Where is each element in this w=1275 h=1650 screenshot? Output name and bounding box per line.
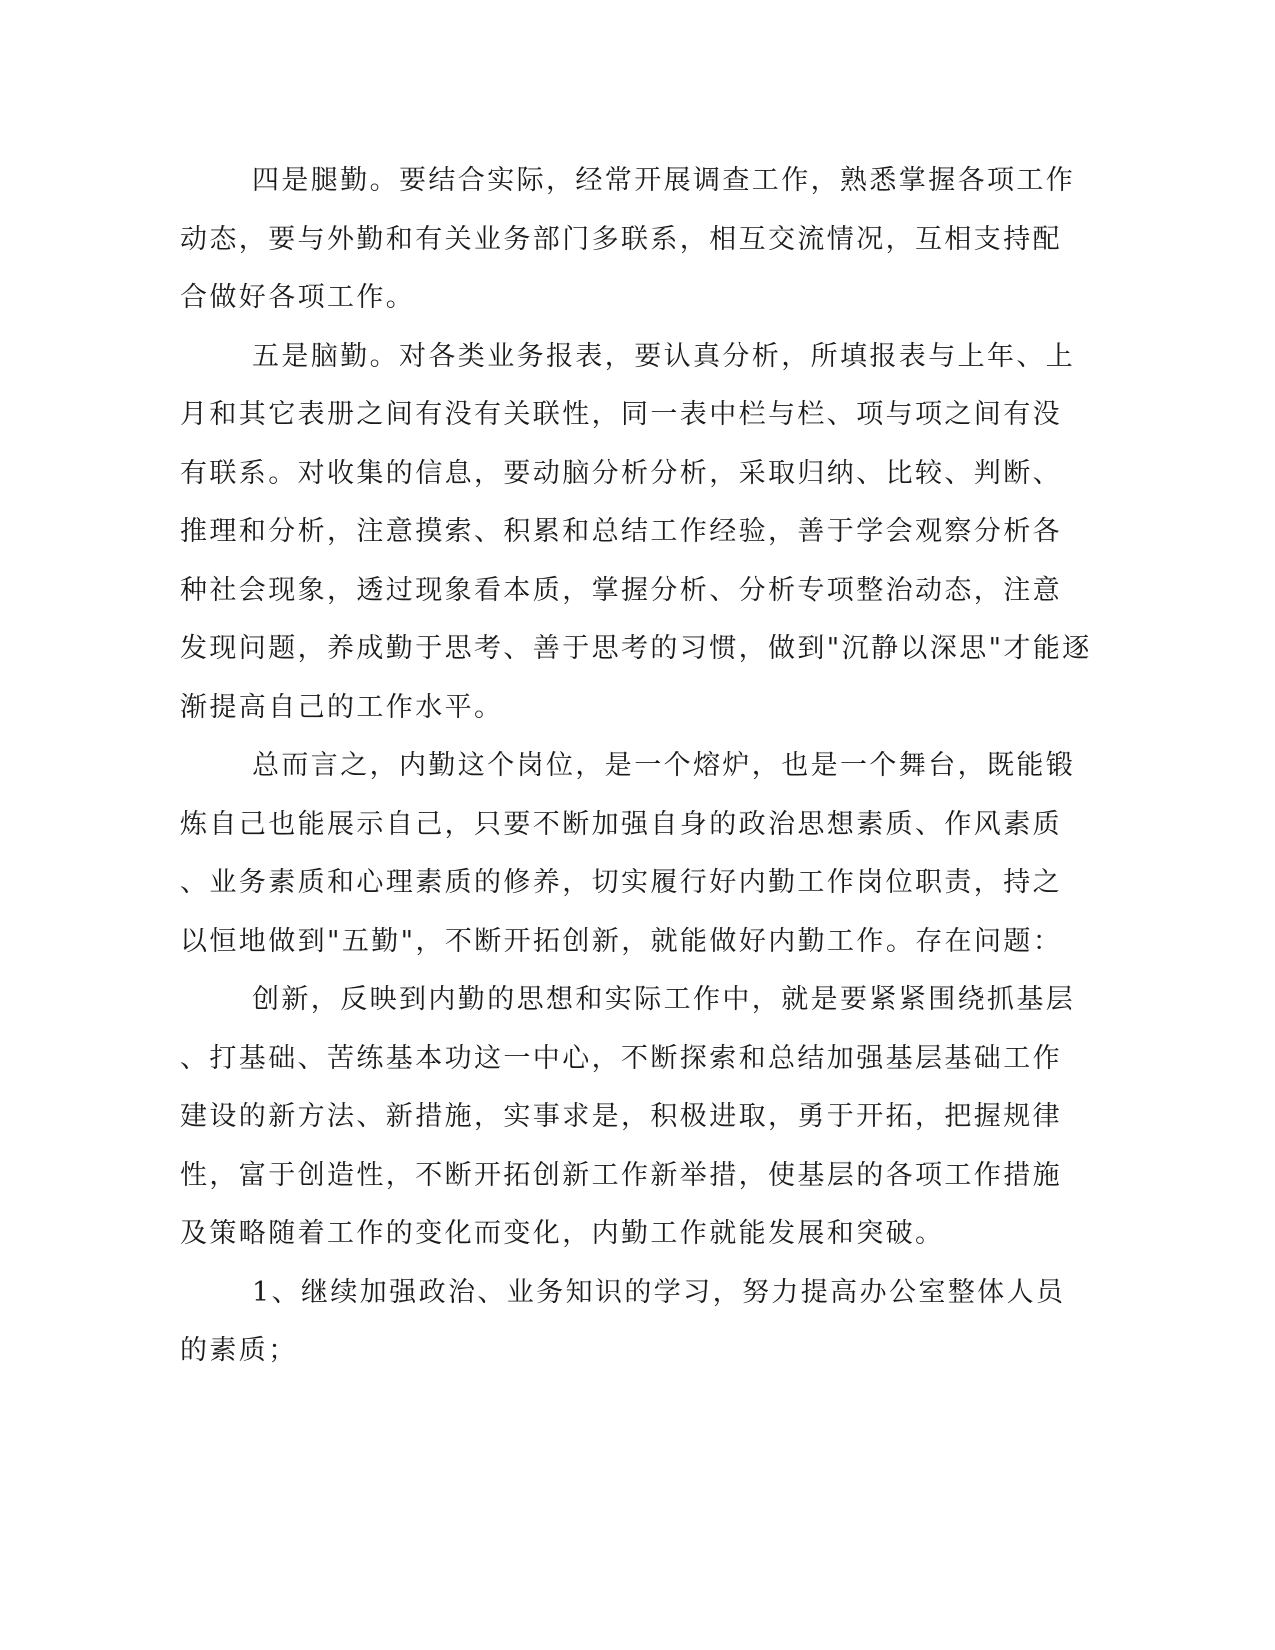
text-line: 五是脑勤。对各类业务报表，要认真分析，所填报表与上年、上	[252, 340, 1076, 372]
text-line: 、业务素质和心理素质的修养，切实履行好内勤工作岗位职责，持之	[180, 867, 1062, 898]
text-line: 创新，反映到内勤的思想和实际工作中，就是要紧紧围绕抓基层	[252, 984, 1076, 1015]
text-line: 月和其它表册之间有没有关联性，同一表中栏与栏、项与项之间有没	[180, 399, 1062, 430]
text-line: 动态，要与外勤和有关业务部门多联系，相互交流情况，互相支持配	[180, 223, 1062, 255]
text-line: 建设的新方法、新措施，实事求是，积极进取，勇于开拓，把握规律	[180, 1101, 1062, 1132]
text-line: 、打基础、苦练基本功这一中心，不断探索和总结加强基层基础工作	[180, 1042, 1062, 1074]
text-line: 种社会现象，透过现象看本质，掌握分析、分析专项整治动态，注意	[180, 574, 1062, 606]
text-line: 性，富于创造性，不断开拓创新工作新举措，使基层的各项工作措施	[180, 1159, 1062, 1191]
text-line: 发现问题，养成勤于思考、善于思考的习惯，做到"沉静以深思"才能逐	[180, 633, 1092, 664]
text-line: 推理和分析，注意摸索、积累和总结工作经验，善于学会观察分析各	[180, 516, 1062, 547]
text-line: 有联系。对收集的信息，要动脑分析分析，采取归纳、比较、判断、	[180, 457, 1062, 489]
text-line: 炼自己也能展示自己，只要不断加强自身的政治思想素质、作风素质	[180, 808, 1062, 840]
text-line: 的素质；	[180, 1335, 298, 1366]
text-line: 及策略随着工作的变化而变化，内勤工作就能发展和突破。	[180, 1218, 945, 1249]
text-line: 以恒地做到"五勤"，不断开拓创新，就能做好内勤工作。存在问题：	[180, 925, 1063, 957]
body-text	[180, 152, 1092, 1381]
text-line: 总而言之，内勤这个岗位，是一个熔炉，也是一个舞台，既能锻	[252, 750, 1076, 781]
text-line: 1、继续加强政治、业务知识的学习，努力提高办公室整体人员	[252, 1276, 1066, 1308]
text-line: 四是腿勤。要结合实际，经常开展调查工作，熟悉掌握各项工作	[252, 165, 1076, 196]
text-line: 渐提高自己的工作水平。	[180, 691, 504, 723]
text-line: 合做好各项工作。	[180, 282, 416, 313]
